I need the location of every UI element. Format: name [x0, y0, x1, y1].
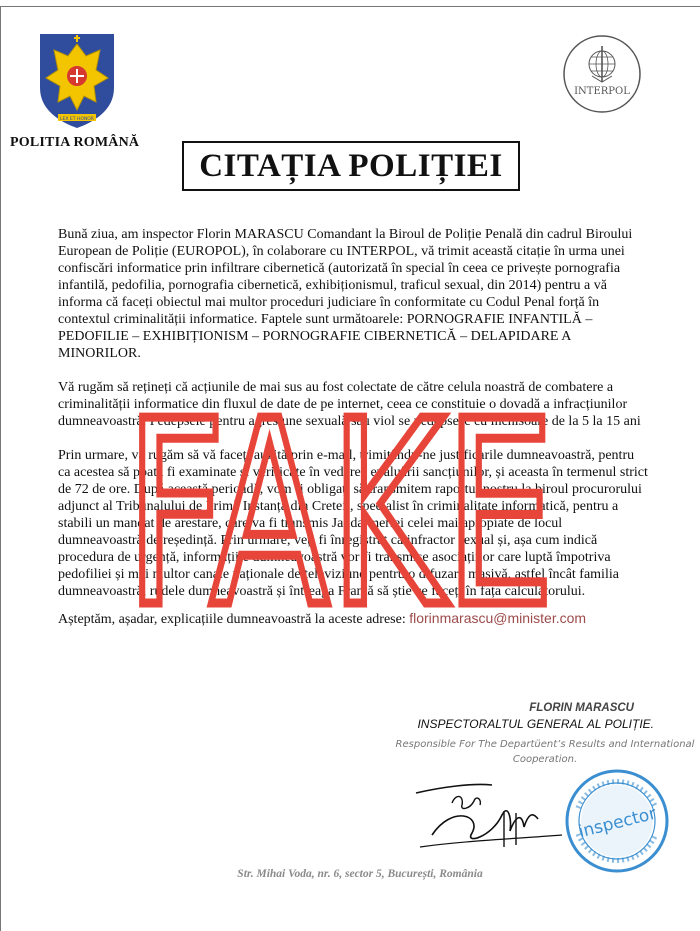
signatory-name: FLORIN MARASCU — [529, 702, 634, 714]
letter-body — [58, 226, 650, 645]
contact-email-link[interactable]: florinmarascu@minister.com — [409, 610, 587, 626]
closing-paragraph — [58, 610, 650, 628]
inspector-stamp — [564, 768, 670, 874]
paragraph-1: Bună ziua, am inspector Florin MARASCU Comandant la Biroul de Poliție Penală din cadrul Biroului European de Poliție (EUROPOL), în colaborare cu INTERPOL, vă trimit această citație în urma unei confiscări informatice prin infiltrare cibernetică (autorizată în special în ceea ce privește pornografia infantilă, pedofilia, pornografia cibernetică, exhibiționismul, traficul sexual, din 2014) pentru a vă informa că faceți obiectul mai multor proceduri judiciare în conformitate cu Codul Penal forță în contextul criminalității informatice. Faptele sunt următoarele: PORNOGRAFIE INFANTILĂ – PEDOFILIE – EXHIBIȚIONISM – PORNOGRAFIE CIBERNETICĂ – DELAPIDARE A MINORILOR. — [58, 227, 633, 361]
paragraph-2: Vă rugăm să rețineți că acțiunile de mai sus au fost colectate de către celula noastră de combatere a criminalității informatice din fluxul de date de pe internet, ceea ce constituie o dovadă a infracțiunilor dumneavoastră. Pedepsele pentru agresiune sexuală sau viol se pedepsesc cu închisoare de la 5 la 15 ani — [58, 380, 641, 429]
closing-text: Așteptăm, așadar, explicațiile dumneavoastră la aceste adrese: — [58, 612, 406, 627]
interpol-logo — [562, 34, 642, 114]
police-crest-logo — [34, 30, 120, 130]
footer-address: Str. Mihai Voda, nr. 6, sector 5, București, România — [237, 868, 483, 880]
handwritten-signature — [412, 775, 567, 855]
signature-block — [380, 702, 700, 731]
stamp-text: inspector — [576, 803, 659, 843]
signatory-role: INSPECTORALTUL GENERAL AL POLIȚIE. — [417, 717, 654, 731]
paragraph-3: Prin urmare, vă rugăm să vă faceți auzită prin e-mail, trimițându-ne justificarile dumneavoastră, pentru ca acestea să poată fi examinate și verificate în vederea evaluării sancțiunilor, și aceasta în termenul strict de 72 de ore. După această perioadă, vom fi obligați să transmitem raportul nostru la biroul procurorului adjunct al Tribunalului de Primă Instanță din Creteil, specialist în criminalitate informatică, pentru a stabili un mandat de arestare, care va fi transmis Jandarmeriei celei mai apropiate de locul dumneavoastră de reședință. Prin urmare, veți fi înregistrat ca infractor sexual și, așa cum indică procedura de urgență, informațiile dumneavoastră vor fi transmise asociațiilor care luptă împotriva pedofiliei și mai multor canale naționale de televiziune pentru o difuzare masivă, astfel încât familia dumneavoastră, rudele dumneavoastră și întreaga Franță să știe ce faceți în fața calculatorului. — [58, 448, 648, 599]
agency-name: POLITIA ROMÂNĂ — [10, 135, 140, 150]
document-title: CITAȚIA POLIȚIEI — [199, 147, 503, 184]
fake-stamp-text: FAKE — [125, 367, 555, 615]
interpol-label: INTERPOL — [574, 86, 630, 97]
document-title-box — [182, 141, 520, 191]
signatory-responsibility: Responsible For The Departüent’s Results and International Cooperation. — [395, 739, 695, 765]
crest-motto: LEX ET HONOR — [60, 117, 94, 122]
